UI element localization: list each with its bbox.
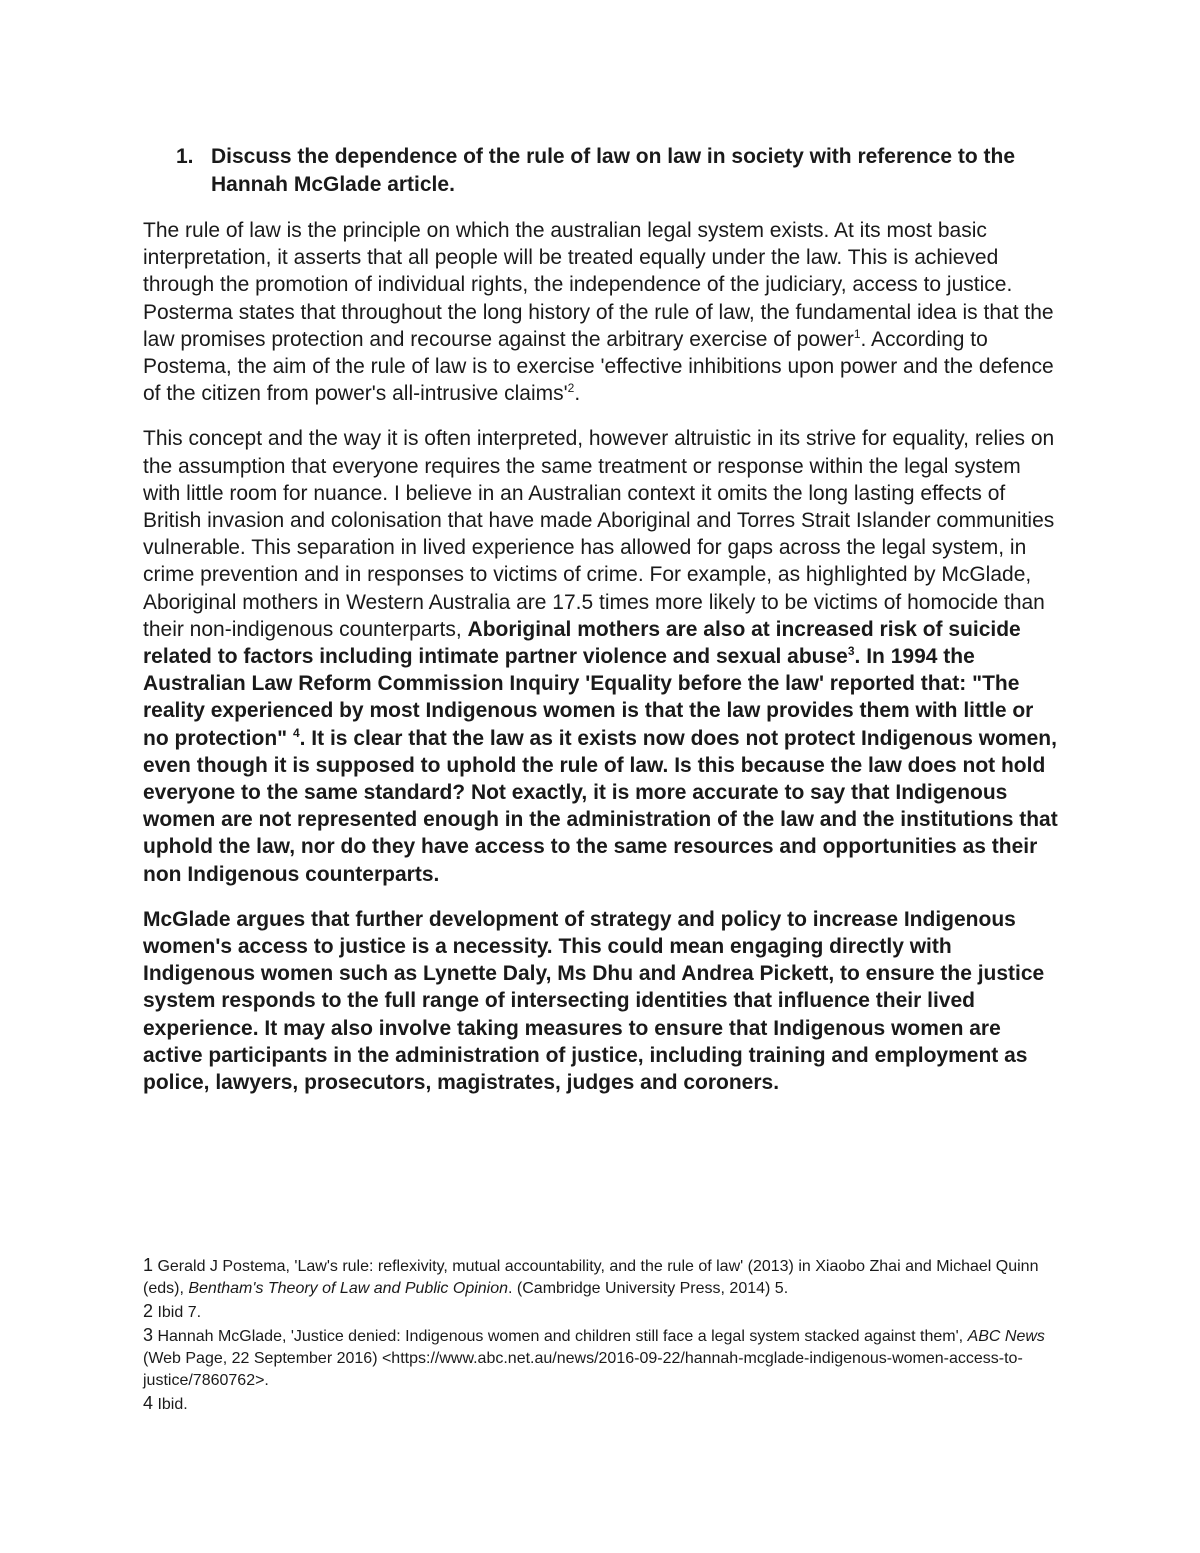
essay-body [143,217,1063,1114]
footnote-2-text: Ibid 7. [153,1304,202,1321]
footnote-1-text-b: . (Cambridge University Press, 2014) 5. [508,1280,789,1297]
paragraph-2 [143,425,1063,887]
footnote-1-number: 1 [143,1255,154,1275]
paragraph-3: McGlade argues that further development of strategy and policy to increase Indigenous women's access to justice is a necessity. This could mean engaging directly with Indigenous women such as Lynette Daly, Ms Dhu and Andrea Pickett, to ensure the justice system responds to the full range of intersecting identities that influence their lived experience. It may also involve taking measures to ensure that Indigenous women are active participants in the administration of justice, including training and employment as police, lawyers, prosecutors, magistrates, judges and coroners. [143,907,1045,1095]
question-heading [176,143,1076,199]
footnote-ref-2[interactable]: 2 [567,381,575,396]
question-number: 1. [176,145,194,168]
footnote-ref-4[interactable]: 4 [292,725,300,740]
footnote-1-title: Bentham's Theory of Law and Public Opinion [188,1280,509,1297]
footnote-2-number: 2 [143,1301,154,1321]
question-text: Discuss the dependence of the rule of law on law in society with reference to the Hannah McGlade article. [211,145,1016,196]
footnotes [143,1254,1063,1416]
paragraph-2-bold-b: . In 1994 the Australian Law Reform Commission Inquiry 'Equality before the law' reported that: "The reality experienced by most Indigenous women is that the law provides them with little or no protection" [143,645,1034,750]
footnote-3-number: 3 [143,1325,154,1345]
paragraph-1 [143,217,1063,407]
footnote-3 [143,1324,1063,1392]
footnote-4 [143,1392,1063,1416]
paragraph-2-bold-a: Aboriginal mothers are also at increased risk of suicide related to factors including intimate partner violence and sexual abuse [143,617,1021,669]
footnote-1 [143,1254,1063,1300]
footnote-4-text: Ibid. [153,1396,188,1413]
footnote-1-text-a: Gerald J Postema, 'Law's rule: reflexivity, mutual accountability, and the rule of law' (2013) in Xiaobo Zhai and Michael Quinn (eds), [143,1258,1039,1297]
paragraph-2-text-a: This concept and the way it is often interpreted, however altruistic in its strive for equality, relies on the assumption that everyone requires the same treatment or response within the legal system with little room for nuance. I believe in an Australian context it omits the long lasting effects of British invasion and colonisation that have made Aboriginal and Torres Strait Islander communities vulnerable. This separation in lived experience has allowed for gaps across the legal system, in crime prevention and in responses to victims of crime. For example, as highlighted by McGlade, Aboriginal mothers in Western Australia are 17.5 times more likely to be victims of homocide than their non-indigenous counterparts, [143,427,1055,641]
paragraph-1-text-b: . According to Postema, the aim of the rule of law is to exercise 'effective inhibitions upon power and the defence of the citizen from power's all-intrusive claims' [143,327,1054,406]
footnote-3-text-a: Hannah McGlade, 'Justice denied: Indigenous women and children still face a legal system stacked against them', [153,1328,968,1345]
footnote-ref-1[interactable]: 1 [853,326,861,341]
paragraph-1-text-a: The rule of law is the principle on which the australian legal system exists. At its most basic interpretation, it asserts that all people will be treated equally under the law. This is achieved through the promotion of individual rights, the independence of the judiciary, access to justice. Posterma states that throughout the long history of the rule of law, the fundamental idea is that the law promises protection and recourse against the arbitrary exercise of power [143,219,1054,351]
footnote-ref-3[interactable]: 3 [847,644,855,659]
footnote-3-text-b: (Web Page, 22 September 2016) <https://www.abc.net.au/news/2016-09-22/hannah-mcglade-indigenous-women-access-to-justice/7860762>. [143,1350,1023,1389]
footnote-4-number: 4 [143,1393,154,1413]
footnote-3-title: ABC News [967,1328,1045,1345]
footnote-2 [143,1300,1063,1324]
paragraph-1-text-c: . [574,382,581,406]
paragraph-2-bold-c: . It is clear that the law as it exists now does not protect Indigenous women, even though it is supposed to uphold the rule of law. Is this because the law does not hold everyone to the same standard? Not exactly, it is more accurate to say that Indigenous women are not represented enough in the administration of the law and the institutions that uphold the law, nor do they have access to the same resources and opportunities as their non Indigenous counterparts. [143,726,1058,886]
